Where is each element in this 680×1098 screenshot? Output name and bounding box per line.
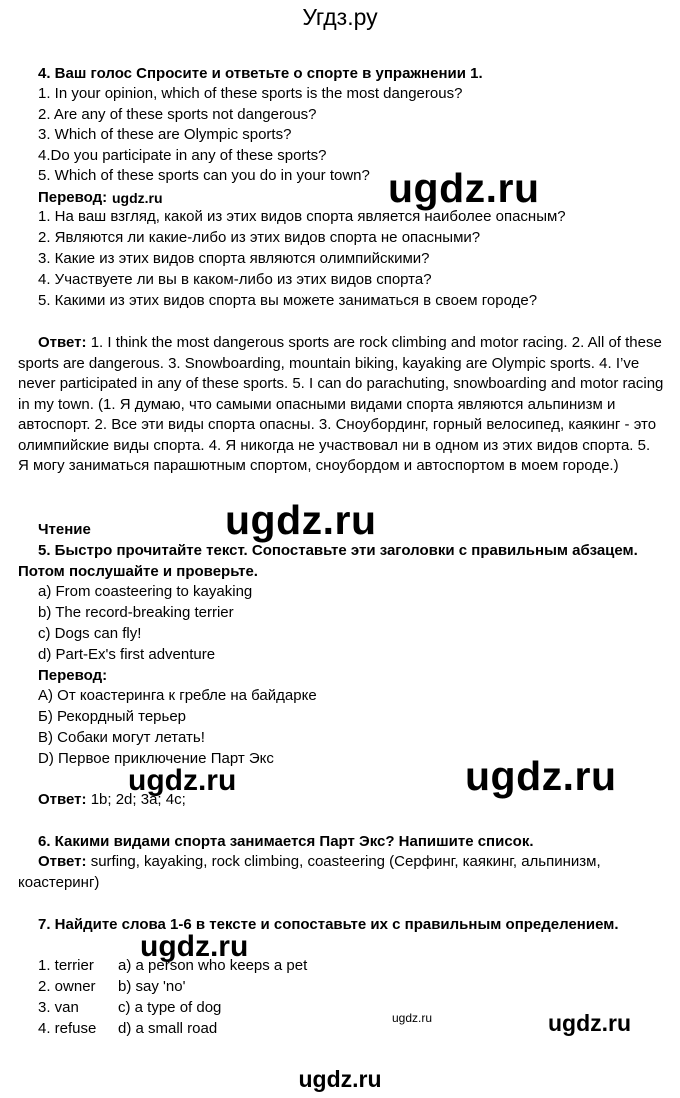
ex4-question: 1. In your opinion, which of these sports is the most dangerous? [38, 85, 463, 102]
ex7-definition: b) say 'no' [118, 978, 186, 995]
footer-watermark: ugdz.ru [298, 1066, 382, 1092]
section-reading-label: Чтение [38, 521, 91, 538]
ex4-question: 2. Are any of these sports not dangerous? [38, 106, 317, 123]
watermark: ugdz.ru [465, 753, 617, 799]
ex5-answer-label: Ответ: [38, 791, 87, 808]
ex4-question: 4.Do you participate in any of these sports? [38, 147, 327, 164]
ex4-translation-label: Перевод: [38, 189, 108, 206]
ex4-answer-text: 1. I think the most dangerous sports are rock climbing and motor racing. 2. All of these sports are dangerous. 3. Snowboarding, mountain biking, kayaking are Olympic sports. 4. I’ve never participated in any of these sports. 5. I can do parachuting, snowboarding and motor racing in my town. (1. Я думаю, что самыми опасными видами спорта являются альпинизм и автоспорт. 2. Все эти виды спорта опасны. 3. Сноубординг, горный велосипед, каякинг - это олимпийские виды спорта. 4. Я никогда не участвовал ни в одном из этих видов спорта. 5. Я могу заниматься парашютным спортом, сноубордом и автоспортом в моем городе.) [18, 334, 664, 474]
site-title: Угдз.ру [302, 4, 378, 30]
ex5-item: c) Dogs can fly! [38, 625, 142, 642]
ex7-word: 1. terrier [38, 957, 94, 974]
ex7-word: 4. refuse [38, 1020, 97, 1037]
ex4-translation-line: 5. Какими из этих видов спорта вы можете заниматься в своем городе? [38, 292, 538, 309]
ex5-translation-line: Б) Рекордный терьер [38, 708, 187, 725]
watermark: ugdz.ru [112, 190, 163, 206]
watermark: ugdz.ru [388, 165, 540, 211]
watermark: ugdz.ru [392, 1011, 433, 1025]
ex6-heading: 6. Какими видами спорта занимается Парт Экс? Напишите список. [38, 833, 534, 850]
ex5-heading [18, 541, 664, 582]
ex4-translation-line: 4. Участвуете ли вы в каком-либо из этих видов спорта? [38, 271, 432, 288]
ex4-translation-line: 2. Являются ли какие-либо из этих видов спорта не опасными? [38, 229, 481, 246]
watermark: ugdz.ru [128, 764, 237, 797]
ex4-question: 3. Which of these are Olympic sports? [38, 126, 292, 143]
ex7-definition: d) a small road [118, 1020, 218, 1037]
ex6-answer [18, 852, 664, 893]
watermark: ugdz.ru [140, 930, 249, 963]
ex4-translation-line: 1. На ваш взгляд, какой из этих видов спорта является наиболее опасным? [38, 208, 566, 225]
ex5-heading-text: 5. Быстро прочитайте текст. Сопоставьте эти заголовки с правильным абзацем. Потом послушайте и проверьте. [18, 542, 638, 580]
ex5-answer-text: 1b; 2d; 3a; 4c; [86, 791, 186, 808]
ex5-translation-label: Перевод: [38, 667, 108, 684]
ex5-translation-line: В) Собаки могут летать! [38, 729, 205, 746]
ex6-answer-text: surfing, kayaking, rock climbing, coasteering (Серфинг, каякинг, альпинизм, коастеринг) [18, 853, 601, 891]
watermark: ugdz.ru [225, 497, 377, 543]
ex4-translation-line: 3. Какие из этих видов спорта являются олимпийскими? [38, 250, 430, 267]
ex7-definition: a) a person who keeps a pet [118, 957, 308, 974]
ex5-item: a) From coasteering to kayaking [38, 583, 253, 600]
ex5-translation-line: А) От коастеринга к гребле на байдарке [38, 687, 317, 704]
ex7-word: 3. van [38, 999, 79, 1016]
ex7-word: 2. owner [38, 978, 96, 995]
ex4-answer [18, 333, 664, 477]
ex4-answer-label: Ответ: [38, 334, 87, 351]
ex4-heading: 4. Ваш голос Спросите и ответьте о спорте в упражнении 1. [38, 65, 483, 82]
ex5-item: b) The record-breaking terrier [38, 604, 234, 621]
ex7-definition: c) a type of dog [118, 999, 222, 1016]
ex5-item: d) Part-Ex's first adventure [38, 646, 216, 663]
watermark: ugdz.ru [548, 1010, 632, 1036]
ex5-translation-line: D) Первое приключение Парт Экс [38, 750, 274, 767]
ex7-heading-text: 7. Найдите слова 1-6 в тексте и сопоставьте их с правильным определением. [38, 916, 619, 933]
ex7-heading [18, 915, 664, 936]
ex6-answer-label: Ответ: [38, 853, 87, 870]
ex4-question: 5. Which of these sports can you do in your town? [38, 167, 370, 184]
